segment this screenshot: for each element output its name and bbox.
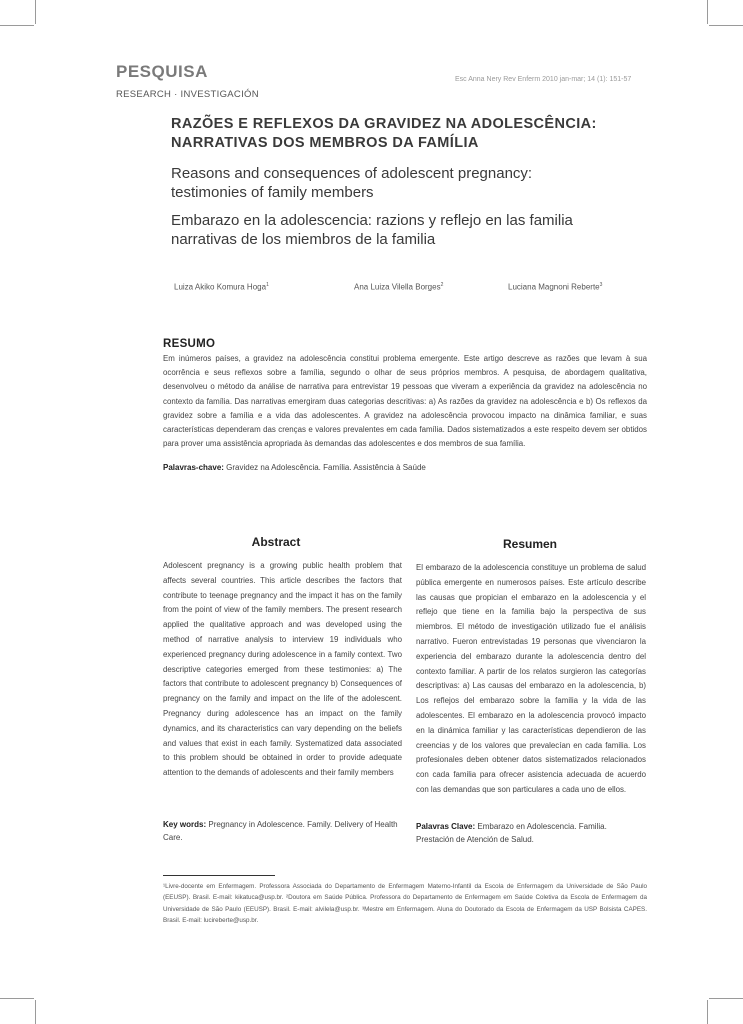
footnote: ¹Livre-docente em Enfermagem. Professora Associada do Departamento de Enfermagem Materno-Infantil da Escola de Enfermagem da Universidade de São Paulo (EEUSP). Brasil. E-mail: kikatuca@usp.br. ²Doutora em Saúde Pública. Professora do Departamento de Enfermagem em Saúde Coletiva da Escola de Enfermagem da Universidade de São Paulo (EEUSP). Brasil. E-mail: alvilela@usp.br. ³Mestre em Enfermagem. Aluna do Doutorado da Escola de Enfermagem da USP Bolsista CAPES. Brasil. E-mail: lucireberte@usp.br. bbox=[163, 883, 647, 925]
crop-mark bbox=[0, 998, 34, 999]
crop-mark bbox=[707, 1000, 708, 1024]
section-title: PESQUISA bbox=[116, 62, 208, 81]
title-portuguese bbox=[171, 115, 691, 153]
title-pt-line: RAZÕES E REFLEXOS DA GRAVIDEZ NA ADOLESCÊNCIA: bbox=[171, 116, 597, 132]
footnote-rule bbox=[163, 875, 275, 876]
author-mark: 3 bbox=[599, 282, 603, 288]
keywords-en bbox=[163, 818, 403, 844]
crop-mark bbox=[709, 998, 743, 999]
author bbox=[508, 282, 602, 292]
title-es-line: Embarazo en la adolescencia: razions y reflejo en las familia bbox=[171, 212, 573, 229]
crop-mark bbox=[707, 0, 708, 24]
keywords-pt bbox=[163, 463, 647, 472]
keywords-text: Gravidez na Adolescência. Família. Assistência à Saúde bbox=[226, 463, 426, 472]
section-subtitle: RESEARCH · INVESTIGACIÓN bbox=[116, 89, 259, 100]
abstract-heading: Abstract bbox=[251, 535, 301, 549]
keywords-label: Palavras-chave: bbox=[163, 463, 224, 472]
author-name: Ana Luiza Vilella Borges bbox=[354, 282, 441, 292]
title-en-line: Reasons and consequences of adolescent pregnancy: bbox=[171, 165, 533, 182]
title-spanish bbox=[171, 211, 691, 249]
author-mark: 1 bbox=[266, 282, 269, 288]
crop-mark bbox=[0, 25, 34, 26]
keywords-text: Pregnancy in Adolescence. Family. Delivery of Health Care. bbox=[163, 820, 398, 842]
abstract-body: Adolescent pregnancy is a growing public health problem that affects several countries. This article describes the factors that contribute to teenage pregnancy and the impact it has on the family from the point of view of the family members. The present research applied the qualitative approach and was developed using the method of narrative analysis to interview 19 individuals who experienced pregnancy during adolescence in a family context. Two descriptive categories emerged from these testimonies: a) The factors that contribute to adolescent pregnancy b) Consequences of pregnancy on the family and impact on the life of the adolescent. Pregnancy during adolescence has an impact on the family dynamics, and its characteristics can vary depending on the beliefs and values that exist in each family. Systematized data associated to this problem should be obtained in order to provide adequate attention to the demands of adolescents and their family members bbox=[163, 561, 402, 778]
keywords-text: Embarazo en Adolescencia. Familia. Prestación de Atención de Salud. bbox=[416, 822, 607, 844]
resumen-heading: Resumen bbox=[502, 537, 558, 551]
journal-citation: Esc Anna Nery Rev Enferm 2010 jan-mar; 14 (1): 151-57 bbox=[455, 76, 632, 83]
title-pt-line: NARRATIVAS DOS MEMBROS DA FAMÍLIA bbox=[171, 135, 479, 151]
resumo-heading: RESUMO bbox=[163, 338, 216, 350]
crop-mark bbox=[35, 1000, 36, 1024]
resumen-body: El embarazo de la adolescencia constituye un problema de salud pública emergente en numerosos países. Este artículo describe las causas que propician el embarazo en la adolescencia y el reflejo que tiene en la familia bajo la perspectiva de sus miembros. El método de investigación utilizado fue el análisis narrativo. Fueron entrevistadas 19 personas que vivenciaron la experiencia del embarazo durante la adolescencia dentro del contexto familiar. A partir de los relatos surgieron las categorías descriptivas: a) Las causas del embarazo en la adolescencia, b) Los reflejos del embarazo sobre la familia y la vida de las adolescentes. El embarazo en la adolescencia provocó impacto en la dinámica familiar y las características dependieron de las creencias y de los valores que prevalecían en cada familia. Los profesionales deben obtener datos sistematizados relacionados con cada familia para ofrecer asistencia adecuada de acuerdo con las demandas que son particulares a cada uno de ellos. bbox=[416, 563, 646, 794]
title-english bbox=[171, 164, 691, 202]
keywords-label: Key words: bbox=[163, 820, 207, 829]
author bbox=[174, 282, 269, 292]
author bbox=[354, 282, 443, 292]
author-name: Luiza Akiko Komura Hoga bbox=[174, 282, 267, 292]
title-es-line: narrativas de los miembros de la familia bbox=[171, 231, 436, 248]
keywords-label: Palavras Clave: bbox=[416, 822, 476, 831]
crop-mark bbox=[709, 25, 743, 26]
keywords-es bbox=[416, 820, 646, 846]
crop-mark bbox=[35, 0, 36, 24]
author-name: Luciana Magnoni Reberte bbox=[508, 282, 600, 292]
resumo-body: Em inúmeros países, a gravidez na adolescência constitui problema emergente. Este artigo descreve as razões que levam à sua ocorrência e seus reflexos sobre a família, segundo o olhar de seus próprios membros. A pesquisa, de abordagem qualitativa, desenvolveu o método da análise de narrativa para entrevistar 19 pessoas que viveram a experiência da gravidez na adolescência no contexto da família. Das narrativas emergiram duas categorias descritivas: a) As razões da gravidez na adolescência e b) Os reflexos da gravidez sobre a família e a vida das adolescentes. A gravidez na adolescência provocou impacto na dinâmica familiar, e suas características dependeram das crenças e valores prevalentes em cada família. Dados sistematizados a este respeito devem ser obtidos para prover uma assistência apropriada às demandas das adolescentes e dos membros de sua família. bbox=[163, 354, 647, 449]
title-en-line: testimonies of family members bbox=[171, 184, 374, 201]
author-mark: 2 bbox=[440, 282, 444, 288]
